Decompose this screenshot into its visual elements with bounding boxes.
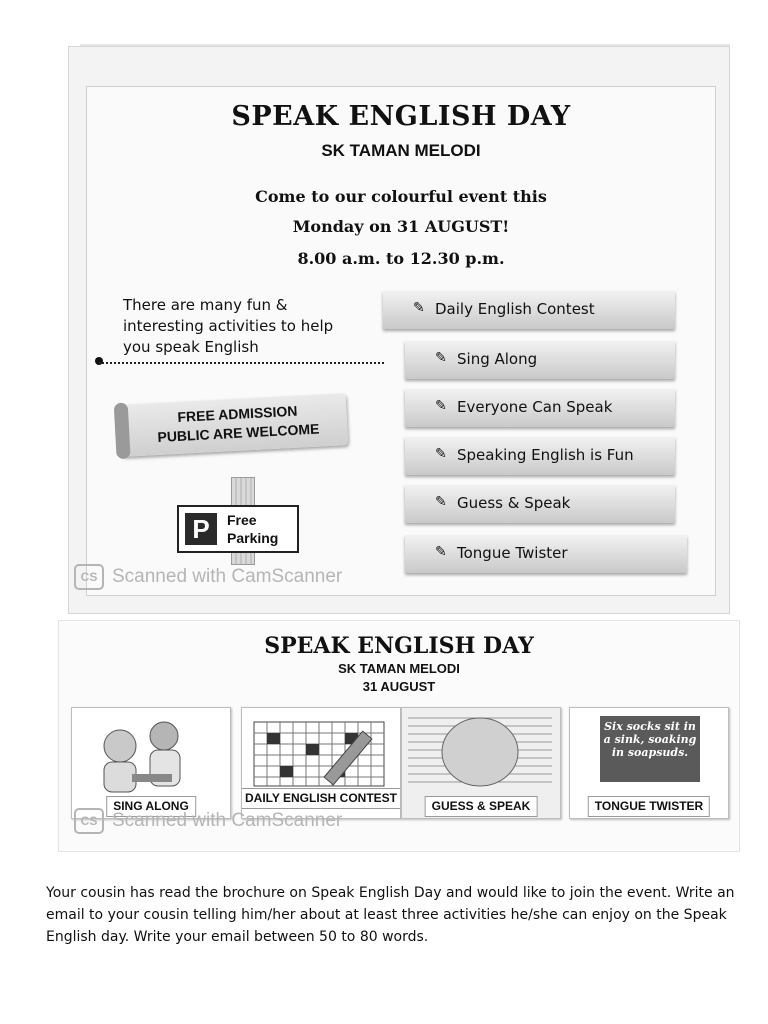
activity-banner bbox=[405, 535, 687, 573]
activity-label: Tongue Twister bbox=[457, 544, 568, 562]
scroll-roll-icon bbox=[114, 403, 131, 460]
poster-school: SK TAMAN MELODI bbox=[321, 141, 481, 160]
poster-invite-line2: Monday on 31 AUGUST! bbox=[292, 217, 510, 236]
brochure-poster bbox=[86, 86, 716, 596]
activity-label: Guess & Speak bbox=[457, 494, 571, 512]
card-title: SPEAK ENGLISH DAY bbox=[264, 633, 534, 659]
activity-banner bbox=[405, 389, 675, 427]
pencil-icon: ✎ bbox=[435, 398, 447, 414]
pencil-icon: ✎ bbox=[435, 544, 447, 560]
writing-task-text: Your cousin has read the brochure on Speak English Day and would like to join the event. Write an email to your cousin telling him/her about at least three activities he/she can enjoy on the Speak English day. Write your email between 50 to 80 words. bbox=[46, 885, 735, 945]
admission-line2: PUBLIC ARE WELCOME bbox=[157, 420, 320, 446]
watermark-text: Scanned with CamScanner bbox=[112, 566, 343, 588]
parking-line2: Parking bbox=[227, 530, 279, 546]
admission-line1: FREE ADMISSION bbox=[177, 402, 298, 425]
poster-title: SPEAK ENGLISH DAY bbox=[231, 101, 571, 132]
activity-tile bbox=[569, 707, 729, 819]
camscanner-watermark bbox=[74, 564, 342, 590]
card-school: SK TAMAN MELODI bbox=[338, 661, 460, 676]
activity-tile bbox=[71, 707, 231, 819]
admission-scroll bbox=[120, 393, 348, 457]
tile-label: TONGUE TWISTER bbox=[588, 796, 710, 817]
dotted-line bbox=[99, 362, 384, 364]
activity-label: Daily English Contest bbox=[435, 300, 595, 318]
tile-label: SING ALONG bbox=[106, 796, 196, 817]
tongue-twister-text: Six socks sit in a sink, soaking in soapsuds. bbox=[600, 716, 700, 782]
activity-banner bbox=[405, 341, 675, 379]
activity-label: Everyone Can Speak bbox=[457, 398, 613, 416]
activity-label: Speaking English is Fun bbox=[457, 446, 634, 464]
parking-sign bbox=[177, 505, 299, 553]
pencil-icon: ✎ bbox=[435, 446, 447, 462]
activity-tile bbox=[401, 707, 561, 819]
activity-banner bbox=[405, 437, 675, 475]
pencil-icon: ✎ bbox=[413, 300, 425, 316]
parking-icon: P bbox=[185, 513, 217, 545]
parking-line1: Free bbox=[227, 512, 257, 528]
tile-label: DAILY ENGLISH CONTEST bbox=[241, 788, 401, 809]
activity-label: Sing Along bbox=[457, 350, 538, 368]
poster-time: 8.00 a.m. to 12.30 p.m. bbox=[297, 249, 505, 268]
activity-tile bbox=[241, 707, 401, 819]
poster-intro: There are many fun & interesting activities to help you speak English bbox=[123, 296, 334, 356]
admission-text bbox=[134, 399, 342, 448]
activity-banner bbox=[405, 485, 675, 523]
camscanner-logo-icon: CS bbox=[74, 808, 104, 834]
pencil-icon: ✎ bbox=[435, 350, 447, 366]
tile-label: GUESS & SPEAK bbox=[425, 796, 538, 817]
activity-banner bbox=[383, 291, 675, 329]
parking-label bbox=[227, 511, 278, 547]
poster-invite-line1: Come to our colourful event this bbox=[255, 187, 547, 206]
watermark-text: Scanned with CamScanner bbox=[112, 810, 343, 832]
pencil-icon: ✎ bbox=[435, 494, 447, 510]
camscanner-watermark bbox=[74, 808, 342, 834]
camscanner-logo-icon: CS bbox=[74, 564, 104, 590]
card-date: 31 AUGUST bbox=[362, 679, 436, 694]
